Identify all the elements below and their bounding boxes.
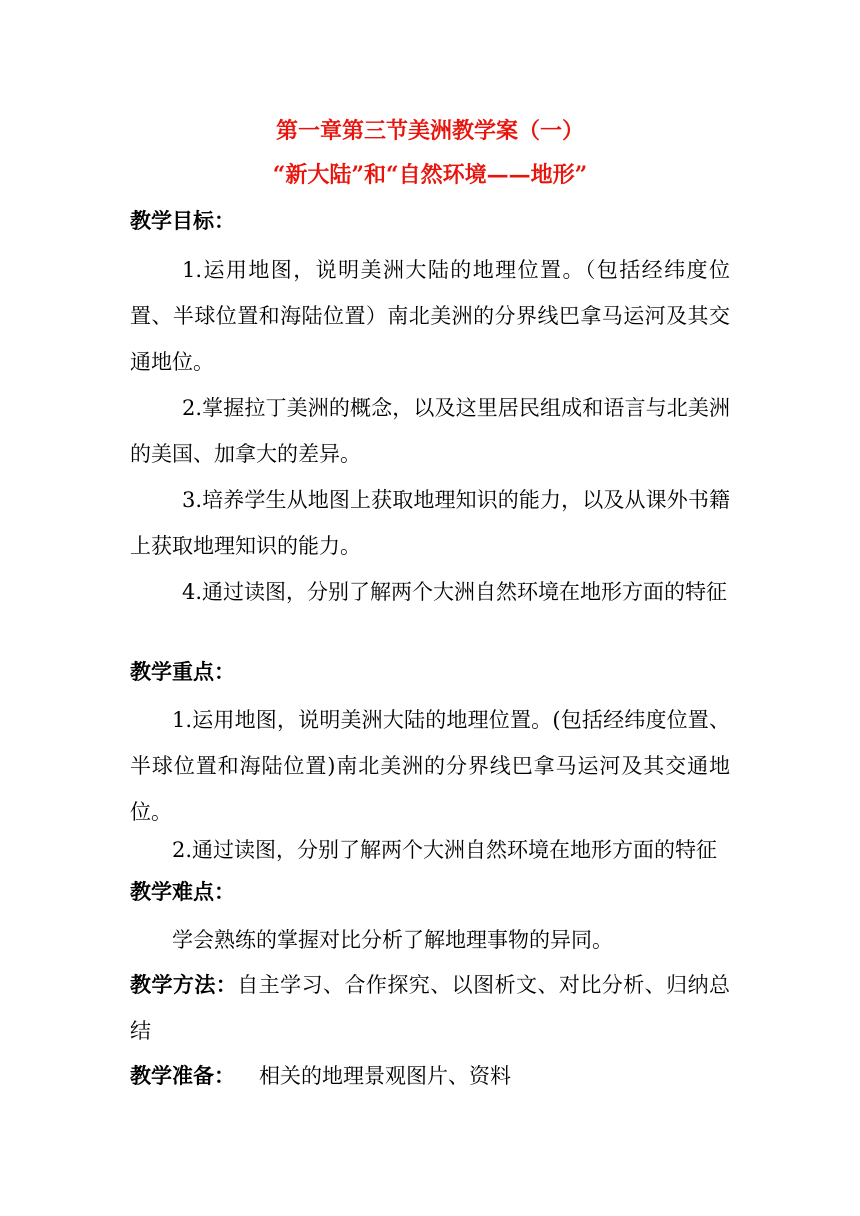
preparation-label: 教学准备： [130, 1063, 235, 1088]
document-subtitle: “新大陆”和“自然环境——地形” [272, 162, 588, 188]
key-point-item-1: 1.运用地图，说明美洲大陆的地理位置。(包括经纬度位置、半球位置和海陆位置)南北美洲的分界线巴拿马运河及其交通地位。 [130, 708, 730, 824]
objective-item-3: 3.培养学生从地图上获取地理知识的能力，以及从课外书籍上获取地理知识的能力。 [130, 488, 730, 558]
difficulties-text: 学会熟练的掌握对比分析了解地理事物的异同。 [172, 928, 613, 952]
document-title: 第一章第三节美洲教学案（一） [275, 118, 584, 144]
difficulties-heading: 教学难点： [130, 879, 235, 904]
preparation-text: 相关的地理景观图片、资料 [259, 1064, 511, 1088]
methods-text: 自主学习、合作探究、以图析文、对比分析、归纳总结 [130, 973, 731, 1043]
objective-item-4: 4.通过读图，分别了解两个大洲自然环境在地形方面的特征 [182, 580, 728, 604]
methods-label: 教学方法： [130, 972, 238, 997]
objective-item-2: 2.掌握拉丁美洲的概念，以及这里居民组成和语言与北美洲的美国、加拿大的差异。 [130, 396, 730, 466]
methods-paragraph [130, 962, 730, 1054]
objectives-heading: 教学目标： [130, 208, 235, 233]
key-points-heading: 教学重点： [130, 659, 235, 684]
preparation-paragraph [130, 1053, 730, 1099]
objective-item-1: 1.运用地图，说明美洲大陆的地理位置。（包括经纬度位置、半球位置和海陆位置）南北美洲的分界线巴拿马运河及其交通地位。 [130, 258, 730, 374]
key-point-item-2: 2.通过读图，分别了解两个大洲自然环境在地形方面的特征 [172, 838, 718, 862]
